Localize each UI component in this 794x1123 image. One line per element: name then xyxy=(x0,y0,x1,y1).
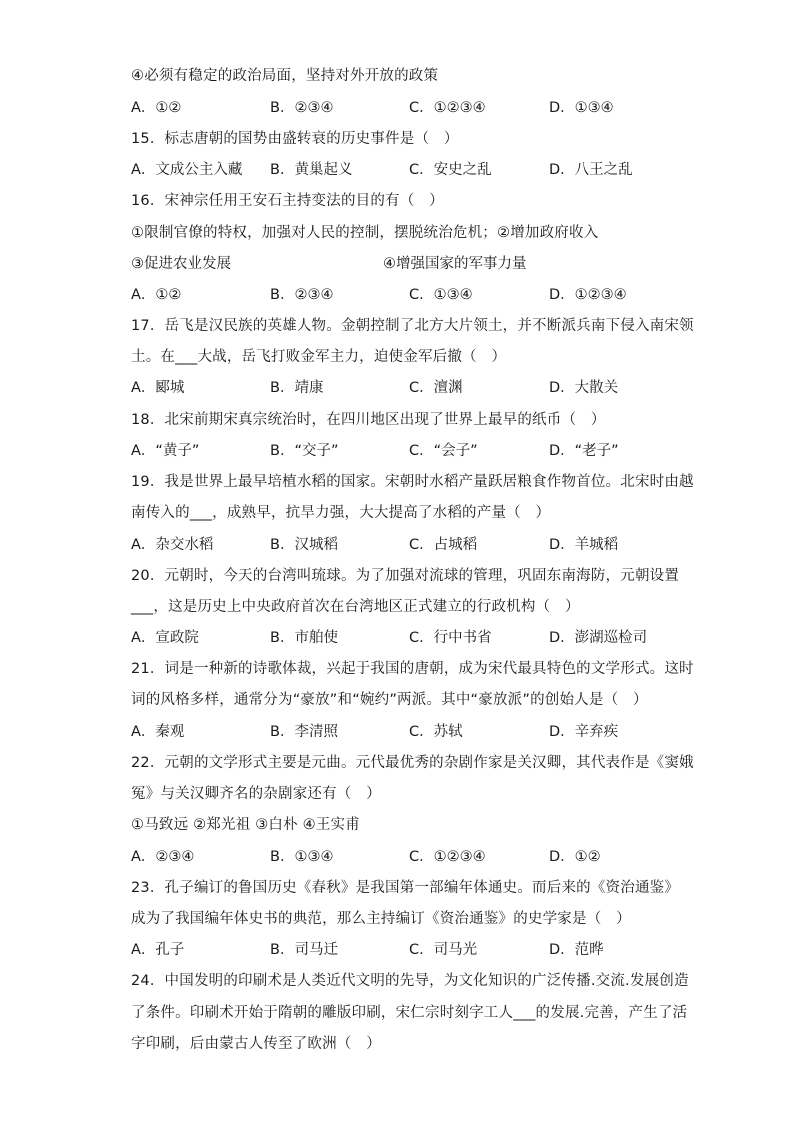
q21-option-b[interactable]: B．李清照 xyxy=(270,724,338,740)
q16-option-a[interactable]: A．①② xyxy=(131,287,182,303)
q20-stem-line-2: ___，这是历史上中央政府首次在台湾地区正式建立的行政机构（ ） xyxy=(131,599,580,615)
q23-option-c[interactable]: C．司马光 xyxy=(409,942,478,958)
q17-options xyxy=(131,378,731,398)
q19-option-a[interactable]: A．杂交水稻 xyxy=(131,537,214,553)
q21-stem-line-2: 词的风格多样，通常分为“豪放”和“婉约”两派。其中“豪放派”的创始人是（ ） xyxy=(131,692,648,708)
q19-option-b[interactable]: B．汉城稻 xyxy=(270,537,338,553)
q14-options xyxy=(131,98,731,118)
q16-sub-items-1-2: ①限制官僚的特权，加强对人民的控制，摆脱统治危机；②增加政府收入 xyxy=(131,225,599,241)
q23-stem-line-1: 23．孔子编订的鲁国历史《春秋》是我国第一部编年体通史。而后来的《资治通鉴》 xyxy=(131,880,680,896)
q16-options xyxy=(131,285,731,305)
q24-stem-line-3: 字印刷，后由蒙古人传至了欧洲（ ） xyxy=(131,1036,381,1052)
q18-option-c[interactable]: C．“会子” xyxy=(409,443,478,459)
q18-stem: 18．北宋前期宋真宗统治时，在四川地区出现了世界上最早的纸币（ ） xyxy=(131,412,606,428)
q19-stem-line-1: 19．我是世界上最早培植水稻的国家。宋朝时水稻产量跃居粮食作物首位。北宋时由越 xyxy=(131,474,694,490)
q21-option-d[interactable]: D．辛弃疾 xyxy=(549,724,619,740)
q15-stem: 15．标志唐朝的国势由盛转衰的历史事件是（ ） xyxy=(131,131,459,147)
q16-option-b[interactable]: B．②③④ xyxy=(270,287,334,303)
q22-stem-line-2: 冤》与关汉卿齐名的杂剧家还有（ ） xyxy=(131,786,381,802)
q17-stem-line-1: 17．岳飞是汉民族的英雄人物。金朝控制了北方大片领土，并不断派兵南下侵入南宋领 xyxy=(131,318,694,334)
q19-options xyxy=(131,535,731,555)
q21-option-a[interactable]: A．秦观 xyxy=(131,724,185,740)
q14-option-a[interactable]: A．①② xyxy=(131,100,182,116)
q19-stem-line-2: 南传入的___，成熟早，抗旱力强，大大提高了水稻的产量（ ） xyxy=(131,505,551,521)
q16-option-c[interactable]: C．①③④ xyxy=(409,287,473,303)
q20-options xyxy=(131,628,731,648)
q17-stem-line-2: 土。在___大战，岳飞打败金军主力，迫使金军后撤（ ） xyxy=(131,349,507,365)
q14-option-d[interactable]: D．①③④ xyxy=(549,100,614,116)
q19-option-d[interactable]: D．羊城稻 xyxy=(549,537,619,553)
q23-stem-line-2: 成为了我国编年体史书的典范，那么主持编订《资治通鉴》的史学家是（ ） xyxy=(131,911,631,927)
q15-option-c[interactable]: C．安史之乱 xyxy=(409,162,492,178)
q15-option-d[interactable]: D．八王之乱 xyxy=(549,162,633,178)
q16-sub-item-3: ③促进农业发展 xyxy=(131,256,231,272)
q15-option-b[interactable]: B．黄巢起义 xyxy=(270,162,353,178)
q17-option-a[interactable]: A．郾城 xyxy=(131,380,185,396)
q21-option-c[interactable]: C．苏轼 xyxy=(409,724,463,740)
q24-stem-line-1: 24．中国发明的印刷术是人类近代文明的先导，为文化知识的广泛传播.交流.发展创造 xyxy=(131,973,689,989)
q22-option-c[interactable]: C．①②③④ xyxy=(409,849,486,865)
q16-stem: 16．宋神宗任用王安石主持变法的目的有（ ） xyxy=(131,193,444,209)
q23-option-a[interactable]: A．孔子 xyxy=(131,942,185,958)
q14-option-c[interactable]: C．①②③④ xyxy=(409,100,486,116)
q23-option-d[interactable]: D．范晔 xyxy=(549,942,604,958)
q18-option-d[interactable]: D．“老子” xyxy=(549,443,619,459)
q18-options xyxy=(131,441,731,461)
q22-option-b[interactable]: B．①③④ xyxy=(270,849,334,865)
q14-carry-over-item: ④必须有稳定的政治局面，坚持对外开放的政策 xyxy=(131,68,439,84)
q21-stem-line-1: 21．词是一种新的诗歌体裁，兴起于我国的唐朝，成为宋代最具特色的文学形式。这时 xyxy=(131,661,694,677)
q22-stem-line-1: 22．元朝的文学形式主要是元曲。元代最优秀的杂剧作家是关汉卿，其代表作是《窦娥 xyxy=(131,755,694,771)
q18-option-a[interactable]: A．“黄子” xyxy=(131,443,200,459)
q17-option-c[interactable]: C．澶渊 xyxy=(409,380,463,396)
q23-options xyxy=(131,940,731,960)
q15-options xyxy=(131,160,731,180)
q17-option-b[interactable]: B．靖康 xyxy=(270,380,324,396)
q24-stem-line-2: 了条件。印刷术开始于隋朝的雕版印刷，宋仁宗时刻字工人___的发展.完善，产生了活 xyxy=(131,1005,688,1021)
q22-option-d[interactable]: D．①② xyxy=(549,849,601,865)
q16-sub-items-3-4 xyxy=(131,254,731,274)
q20-option-b[interactable]: B．市舶使 xyxy=(270,630,338,646)
q22-options xyxy=(131,847,731,867)
q20-option-d[interactable]: D．澎湖巡检司 xyxy=(549,630,648,646)
q21-options xyxy=(131,722,731,742)
q16-option-d[interactable]: D．①②③④ xyxy=(549,287,627,303)
q19-option-c[interactable]: C．占城稻 xyxy=(409,537,478,553)
q16-sub-item-4: ④增强国家的军事力量 xyxy=(383,256,527,272)
q20-option-c[interactable]: C．行中书省 xyxy=(409,630,492,646)
q22-option-a[interactable]: A．②③④ xyxy=(131,849,195,865)
q22-sub-items: ①马致远 ②郑光祖 ③白朴 ④王实甫 xyxy=(131,817,360,833)
q20-option-a[interactable]: A．宣政院 xyxy=(131,630,199,646)
q14-option-b[interactable]: B．②③④ xyxy=(270,100,334,116)
q20-stem-line-1: 20．元朝时，今天的台湾叫琉球。为了加强对流球的管理，巩固东南海防，元朝设置 xyxy=(131,568,680,584)
q17-option-d[interactable]: D．大散关 xyxy=(549,380,619,396)
q15-option-a[interactable]: A．文成公主入藏 xyxy=(131,162,243,178)
q23-option-b[interactable]: B．司马迁 xyxy=(270,942,338,958)
q18-option-b[interactable]: B．“交子” xyxy=(270,443,339,459)
